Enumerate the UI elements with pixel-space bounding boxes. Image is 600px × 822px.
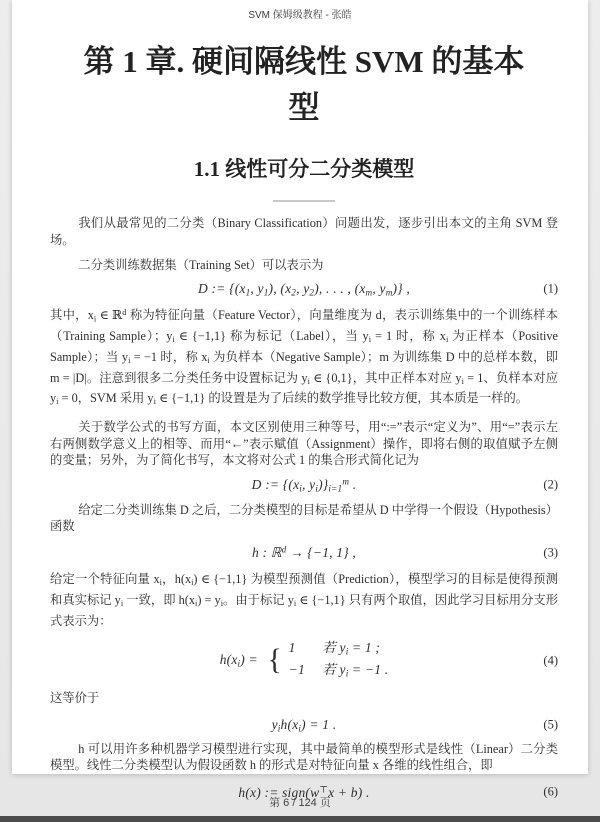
case-condition: 若 yi = 1 ; bbox=[322, 640, 381, 657]
equation-4-lhs: h(xi) = bbox=[219, 651, 258, 669]
equation-4-number: (4) bbox=[543, 653, 558, 668]
document-header-title: SVM 保姆级教程 - 张皓 bbox=[248, 10, 352, 21]
paragraph-training-set: 二分类训练数据集（Training Set）可以表示为 bbox=[78, 257, 324, 272]
equation-4-cases bbox=[289, 639, 389, 682]
equation-1 bbox=[50, 281, 558, 297]
equation-5-body: yih(xi) = 1 . bbox=[271, 716, 337, 733]
equation-5-number: (5) bbox=[543, 717, 558, 732]
case-brace: { bbox=[267, 642, 283, 676]
equation-4 bbox=[50, 639, 558, 682]
paragraph-linear-model: h 可以用许多种机器学习模型进行实现，其中最简单的模型形式是线性（Linear）二分类模型。线性二分类模型认为假设函数 h 的形式是对特征向量 x 各维的线性组合，即 bbox=[50, 741, 558, 773]
section-underline bbox=[273, 200, 335, 202]
equation-3-body: h : ℝ$^d$ → {−1, 1} , bbox=[251, 544, 357, 561]
equation-5 bbox=[50, 717, 558, 733]
paragraph-equivalent: 这等价于 bbox=[50, 690, 100, 705]
paragraph-equals-signs: 关于数学公式的书写方面，本文区别使用三种等号，用“:=”表示“定义为”、用“=”表示左右两侧数学意义上的相等、而用“←”表示赋值（Assignment）操作，即将右侧的取值赋予左侧的变量；另外，为了简化书写，本文将对公式 1 的集合形式简化记为 bbox=[50, 420, 558, 468]
case-row bbox=[289, 661, 389, 682]
bottom-bar bbox=[0, 816, 600, 822]
equation-1-body: D := {(x1, y1), (x2, y2), . . . , (xm, ym)} , bbox=[198, 281, 410, 298]
chapter-title: 第 1 章. 硬间隔线性 SVM 的基本型 bbox=[83, 44, 525, 125]
equation-4-body bbox=[219, 640, 389, 678]
equation-3 bbox=[50, 545, 558, 562]
paragraph-hypothesis: 给定二分类训练集 D 之后，二分类模型的目标是希望从 D 中学得一个假设（Hypothesis）函数 bbox=[50, 502, 558, 534]
paragraph-intro: 我们从最常见的二分类（Binary Classification）问题出发，逐步引出本文的主角 SVM 登场。 bbox=[50, 216, 558, 248]
case-value: −1 bbox=[288, 661, 305, 677]
equation-2-body: D := {(xi, $yi)\}i=1^m$ . bbox=[251, 476, 357, 494]
document-page bbox=[12, 0, 588, 800]
case-row bbox=[289, 639, 389, 660]
paragraph-notation: 其中，xi ∈ ℝ$^d$ 称为特征向量（Feature Vector），向量维度为 d，表示训练集中的一个训练样本（Training Sample）；yi ∈ {−1,1} 称为标记（Label），当 yi = 1 时，称 xi 为正样本（Positive Sample）；当 yi = −1 时，称 xi 为负样本（Negative Sample）；m 为训练集 D 中的总样本数，即 m = |D|。注意到很多二分类任务中设置标记为 yi ∈ {0,1}，其中正样本对应 yi = 1、负样本对应 yi = 0，SVM 采用 yi ∈ {−1,1} 的设置是为了后续的数学推导比较方便，其本质是一样的。 bbox=[50, 308, 559, 407]
equation-6-number: (6) bbox=[543, 784, 558, 799]
equation-3-number: (3) bbox=[543, 545, 558, 560]
case-condition: 若 yi = −1 . bbox=[322, 661, 389, 678]
equation-2 bbox=[50, 477, 558, 494]
equation-6-body: h(x) := sign(w⊤x + b) . bbox=[238, 783, 370, 800]
page-content bbox=[12, 39, 588, 801]
page-indicator: 第 6 / 124 页 bbox=[269, 797, 331, 809]
paragraph-prediction: 给定一个特征向量 xi，h(xi) ∈ {−1,1} 为模型预测值（Prediction），模型学习的目标是使得预测和真实标记 yi 一致，即 h(xi) = yi。由于标记 yi ∈ {−1,1} 只有两个取值，因此学习目标用分支形式表示为： bbox=[50, 572, 559, 628]
equation-2-number: (2) bbox=[543, 477, 558, 492]
case-value: 1 bbox=[288, 640, 296, 656]
equation-1-number: (1) bbox=[543, 281, 558, 296]
section-title: 1.1 线性可分二分类模型 bbox=[193, 157, 415, 181]
